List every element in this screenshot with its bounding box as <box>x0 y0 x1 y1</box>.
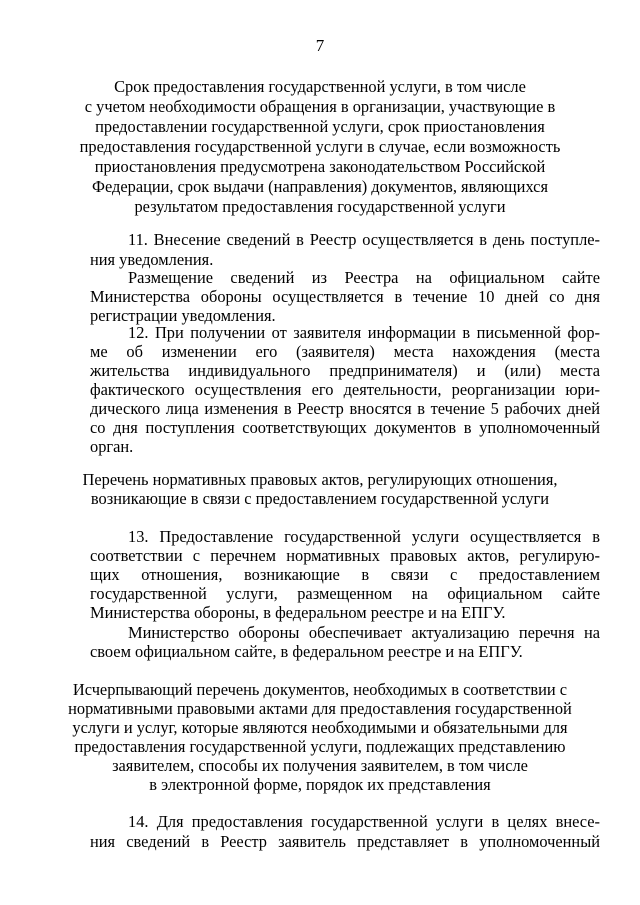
section-heading-line: возникающие в связи с предоставлением государственной услуги <box>90 489 550 508</box>
section-heading-line: предоставления государственной услуги в случае, если возможность <box>79 137 561 156</box>
paragraph-line: 12. При получении от заявителя информации в письменной фор- <box>128 323 600 342</box>
section-heading-line: предоставления государственной услуги, подлежащих представлению <box>74 737 566 756</box>
section-heading-line: Перечень нормативных правовых актов, регулирующих отношения, <box>82 470 558 489</box>
section-heading-line: в электронной форме, порядок их представления <box>149 775 491 794</box>
section-heading-line: предоставлении государственной услуги, срок приостановления <box>95 117 545 136</box>
section-heading-line: Срок предоставления государственной услуги, в том числе <box>114 77 526 96</box>
paragraph-line: своем официальном сайте, в федеральном реестре и на ЕПГУ. <box>90 642 523 661</box>
page-number: 7 <box>315 36 325 55</box>
section-heading-line: приостановления предусмотрена законодательством Российской <box>94 157 546 176</box>
paragraph-line: фактического осуществления его деятельности, реорганизации юри- <box>90 380 600 399</box>
paragraph-line: государственной услуги, размещенном на официальном сайте <box>90 584 600 603</box>
paragraph-line: ме об изменении его (заявителя) места нахождения (места <box>90 342 600 361</box>
paragraph-line: щих отношения, возникающие в связи с предоставлением <box>90 565 600 584</box>
paragraph-line: ния сведений в Реестр заявитель представляет в уполномоченный <box>90 832 600 851</box>
section-heading-line: услуги и услуг, которые являются необходимыми и обязательными для <box>72 718 568 737</box>
section-heading-line: заявителем, способы их получения заявителем, в том числе <box>112 756 528 775</box>
paragraph-line: Министерства обороны, в федеральном реестре и на ЕПГУ. <box>90 603 506 622</box>
section-heading-line: Федерации, срок выдачи (направления) документов, являющихся <box>92 177 548 196</box>
section-heading-line: Исчерпывающий перечень документов, необходимых в соответствии с <box>72 680 568 699</box>
paragraph-line: орган. <box>90 437 134 456</box>
paragraph-line: 13. Предоставление государственной услуги осуществляется в <box>128 527 600 546</box>
paragraph-line: жительства индивидуального предпринимателя) и (или) места <box>90 361 600 380</box>
paragraph-line: 11. Внесение сведений в Реестр осуществляется в день поступле- <box>128 230 600 249</box>
paragraph-line: соответствии с перечнем нормативных правовых актов, регулирую- <box>90 546 600 565</box>
section-heading-line: нормативными правовыми актами для предоставления государственной <box>68 699 572 718</box>
paragraph-line: Размещение сведений из Реестра на официальном сайте <box>128 268 600 287</box>
paragraph-line: дического лица изменения в Реестр вносятся в течение 5 рабочих дней <box>90 399 600 418</box>
paragraph-line: регистрации уведомления. <box>90 306 276 325</box>
paragraph-line: ния уведомления. <box>90 250 214 269</box>
paragraph-line: со дня поступления соответствующих документов в уполномоченный <box>90 418 600 437</box>
paragraph-line: 14. Для предоставления государственной услуги в целях внесе- <box>128 812 600 831</box>
section-heading-line: с учетом необходимости обращения в организации, участвующие в <box>84 97 556 116</box>
section-heading-line: результатом предоставления государственной услуги <box>134 197 506 216</box>
paragraph-line: Министерства обороны осуществляется в течение 10 дней со дня <box>90 287 600 306</box>
paragraph-line: Министерство обороны обеспечивает актуализацию перечня на <box>128 623 600 642</box>
